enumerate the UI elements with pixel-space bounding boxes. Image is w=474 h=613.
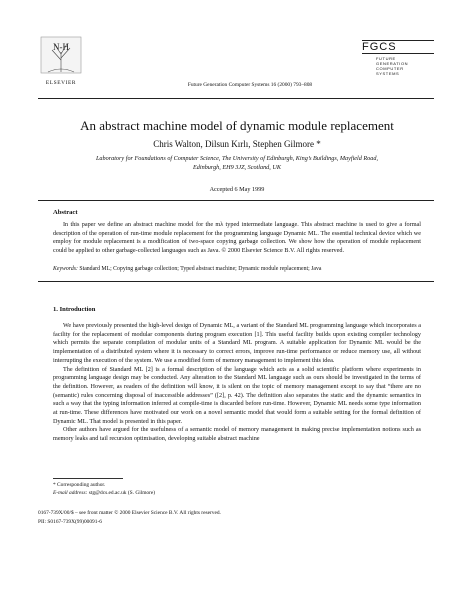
journal-logo-line: SYSTEMS [376,71,400,76]
paper-affiliation [60,154,414,172]
paper-title: An abstract machine model of dynamic module replacement [80,118,394,133]
abstract-heading: Abstract [53,209,78,216]
section-heading-introduction: 1. Introduction [53,306,96,313]
abstract-bottom-rule [38,281,434,282]
publisher-name: ELSEVIER [45,80,77,86]
introduction-body [53,322,421,444]
intro-paragraph: Other authors have argued for the usefulness of a semantic model of memory management in making precise implementation notions such as memory leaks and tail recursion optimisation, developing suitable abstract machine [53,426,421,443]
front-matter-line: 0167-739X/00/$ – see front matter © 2000 Elsevier Science B.V. All rights reserved. [38,510,221,516]
publisher-logo [40,36,82,86]
email-label: E-mail address: [53,490,88,496]
keywords-label: Keywords: [53,266,78,272]
email-note [53,489,253,497]
intro-paragraph: The definition of Standard ML [2] is a formal description of the language which acts as a solid scientific platform where experiments in programming language design may be conducted. Any alteration to the Standard ML language such as ours should be investigated in the terms of the definition. However, as readers of the definition will know, it is silent on the topic of memory management except to say that “there are no (semantic) rules concerning disposal of inaccessible addresses” ([2], p. 42). The definition also separates the static and the dynamic semantics in such a way that the typing information inferred at compile-time is discarded before run-time. However, Dynamic ML needs some type information at run-time. These differences have motivated our work on a novel semantic model that would form a suitable setting for the formal definition of Dynamic ML. That model is presented in this paper. [53,365,421,425]
footnote-rule [53,478,123,479]
keywords-list: Standard ML; Copying garbage collection; Typed abstract machine; Dynamic module replacement; Java [79,266,322,272]
affiliation-line-1: Laboratory for Foundations of Computer Science, The University of Edinburgh, King’s Buildings, Mayfield Road, [95,155,379,162]
journal-logo-line: FUTURE [376,56,396,61]
journal-logo-subtitle [376,56,442,76]
paper-authors: Chris Walton, Dilsun Kırlı, Stephen Gilmore * [153,139,321,149]
email-address: stg@dcs.ed.ac.uk (S. Gilmore) [88,490,156,496]
abstract-body: In this paper we define an abstract machine model for the mλ typed intermediate language. This abstract machine is used to give a formal description of the operation of run-time module replacement for the programming language Dynamic ML. The essential technical device which we employ for module replacement is a modification of two-space copying garbage collection. We show how the operation of module replacement could be applied to other garbage-collected languages such as Java. © 2000 Elsevier Science B.V. All rights reserved. [53,221,421,255]
journal-citation: Future Generation Computer Systems 16 (2000) 793–808 [187,82,313,88]
header-rule [38,98,434,99]
footnote [53,481,253,497]
keywords [53,266,421,272]
abstract-top-rule [38,200,434,201]
journal-logo-line: COMPUTER [376,66,404,71]
intro-paragraph: We have previously presented the high-level design of Dynamic ML, a variant of the Standard ML programming language which incorporates a facility for the replacement of modular components during program execution [1]. This useful facility builds upon existing compiler technology which permits the separate compilation of modular units of a Standard ML program. A suitable application for Dynamic ML would be the implementation of a distributed system where it is necessary to correct errors, improve run-time performance or reduce memory use, all without interrupting the execution of the system. We use a modified form of memory management to implement this idea. [53,322,421,364]
affiliation-line-2: Edinburgh, EH9 3JZ, Scotland, UK [193,164,281,171]
elsevier-tree-icon [40,36,82,74]
pii-line: PII: S0167-739X(99)00091-6 [38,518,102,525]
corresponding-note: * Corresponding author. [53,482,106,488]
publisher-mark: N-H [53,42,69,52]
journal-logo [362,40,442,94]
journal-logo-line: GENERATION [376,61,409,66]
abstract-text [53,221,421,256]
accepted-date: Accepted 6 May 1999 [209,186,265,193]
journal-logo-title: FGCS [362,41,397,53]
copyright-imprint [38,509,338,526]
